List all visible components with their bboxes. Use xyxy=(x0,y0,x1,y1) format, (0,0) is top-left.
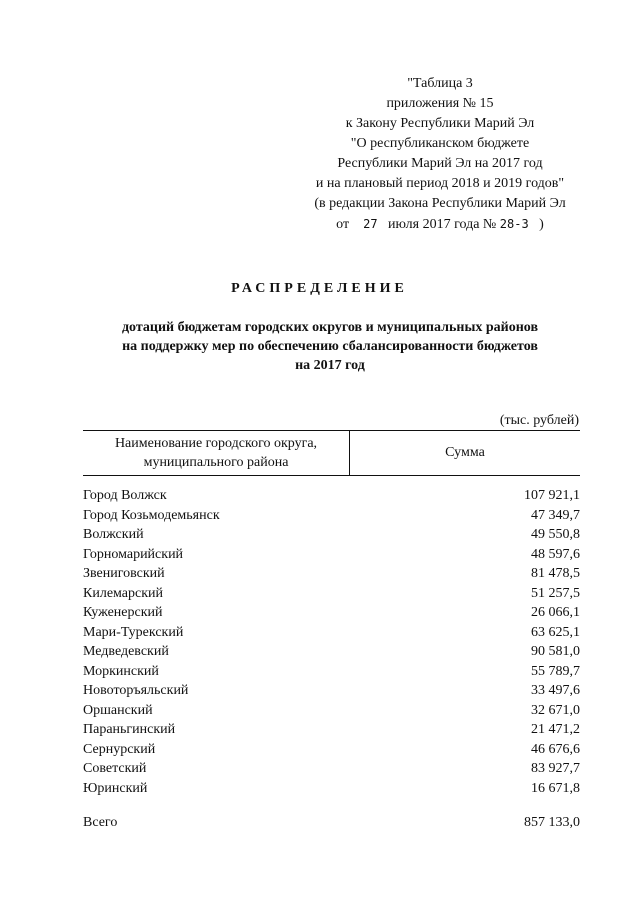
law-date-suffix: ) xyxy=(539,217,544,232)
header-line: (в редакции Закона Республики Марий Эл xyxy=(314,196,566,211)
row-value: 46 676,6 xyxy=(531,741,580,757)
row-name: Новоторъяльский xyxy=(83,683,189,698)
row-name: Город Волжск xyxy=(83,488,167,503)
table-total-row xyxy=(83,815,580,831)
row-value: 49 550,8 xyxy=(531,527,580,542)
row-name: Мари-Турекский xyxy=(83,624,184,640)
table-row xyxy=(83,545,580,565)
table-row xyxy=(83,486,580,506)
row-name: Моркинский xyxy=(83,663,159,679)
row-value: 55 789,7 xyxy=(531,663,580,679)
subtitle-line: на поддержку мер по обеспечению сбалансированности бюджетов xyxy=(122,339,538,354)
row-value: 90 581,0 xyxy=(531,644,580,659)
total-label: Всего xyxy=(83,815,118,830)
table-row xyxy=(83,603,580,623)
row-name: Медведевский xyxy=(83,644,169,659)
table-row xyxy=(83,623,580,643)
table-row xyxy=(83,506,580,526)
row-name: Звениговский xyxy=(83,566,165,581)
table-row xyxy=(83,681,580,701)
row-value: 81 478,5 xyxy=(531,566,580,581)
table-row xyxy=(83,759,580,779)
appendix-header xyxy=(290,74,590,235)
document-subtitle xyxy=(60,318,600,375)
column-header-sum: Сумма xyxy=(445,445,485,460)
row-name: Советский xyxy=(83,761,147,776)
row-value: 16 671,8 xyxy=(531,780,580,796)
law-date-day: 27 xyxy=(363,217,378,231)
table-row xyxy=(83,564,580,584)
row-name: Килемарский xyxy=(83,585,164,601)
row-name: Оршанский xyxy=(83,702,153,718)
total-value: 857 133,0 xyxy=(524,815,580,830)
row-value: 63 625,1 xyxy=(531,624,580,640)
column-header-name-line: муниципального района xyxy=(143,455,289,470)
header-line: Республики Марий Эл на 2017 год xyxy=(337,156,543,171)
row-name: Сернурский xyxy=(83,741,156,757)
header-line: и на плановый период 2018 и 2019 годов" xyxy=(315,176,565,191)
header-law-date-line xyxy=(290,214,590,235)
row-value: 26 066,1 xyxy=(531,605,580,620)
row-name: Горномарийский xyxy=(83,546,184,562)
header-line: "Таблица 3 xyxy=(407,76,473,91)
row-name: Юринский xyxy=(83,780,148,796)
header-line: приложения № 15 xyxy=(386,96,494,111)
law-date-prefix: от xyxy=(336,217,350,232)
row-value: 83 927,7 xyxy=(531,761,580,776)
row-value: 48 597,6 xyxy=(531,546,580,562)
table-row xyxy=(83,642,580,662)
units-label: (тыс. рублей) xyxy=(499,413,579,428)
row-name: Параньгинский xyxy=(83,722,176,737)
column-header-name xyxy=(83,431,350,475)
row-value: 21 471,2 xyxy=(531,722,580,737)
law-date-middle: июля 2017 года № xyxy=(388,217,497,232)
table-row xyxy=(83,720,580,740)
row-value: 32 671,0 xyxy=(531,702,580,718)
subtitle-line: дотаций бюджетам городских округов и муниципальных районов xyxy=(121,320,539,335)
column-header-name-line: Наименование городского округа, xyxy=(114,436,318,451)
subtitle-line: на 2017 год xyxy=(295,358,365,373)
row-name: Куженерский xyxy=(83,605,163,620)
table-body xyxy=(83,486,580,798)
table-row xyxy=(83,662,580,682)
header-line: "О республиканском бюджете xyxy=(350,136,530,151)
row-name: Волжский xyxy=(83,527,144,542)
row-name: Город Козьмодемьянск xyxy=(83,507,220,523)
document-title: РАСПРЕДЕЛЕНИЕ xyxy=(231,281,408,296)
row-value: 51 257,5 xyxy=(531,585,580,601)
table-row xyxy=(83,779,580,799)
table-header xyxy=(83,430,580,476)
row-value: 47 349,7 xyxy=(531,507,580,523)
table-row xyxy=(83,525,580,545)
table-row xyxy=(83,701,580,721)
table-row xyxy=(83,740,580,760)
table-row xyxy=(83,584,580,604)
header-line: к Закону Республики Марий Эл xyxy=(345,116,535,131)
row-value: 33 497,6 xyxy=(531,683,580,698)
row-value: 107 921,1 xyxy=(524,488,580,503)
law-number: 28-З xyxy=(499,217,529,231)
